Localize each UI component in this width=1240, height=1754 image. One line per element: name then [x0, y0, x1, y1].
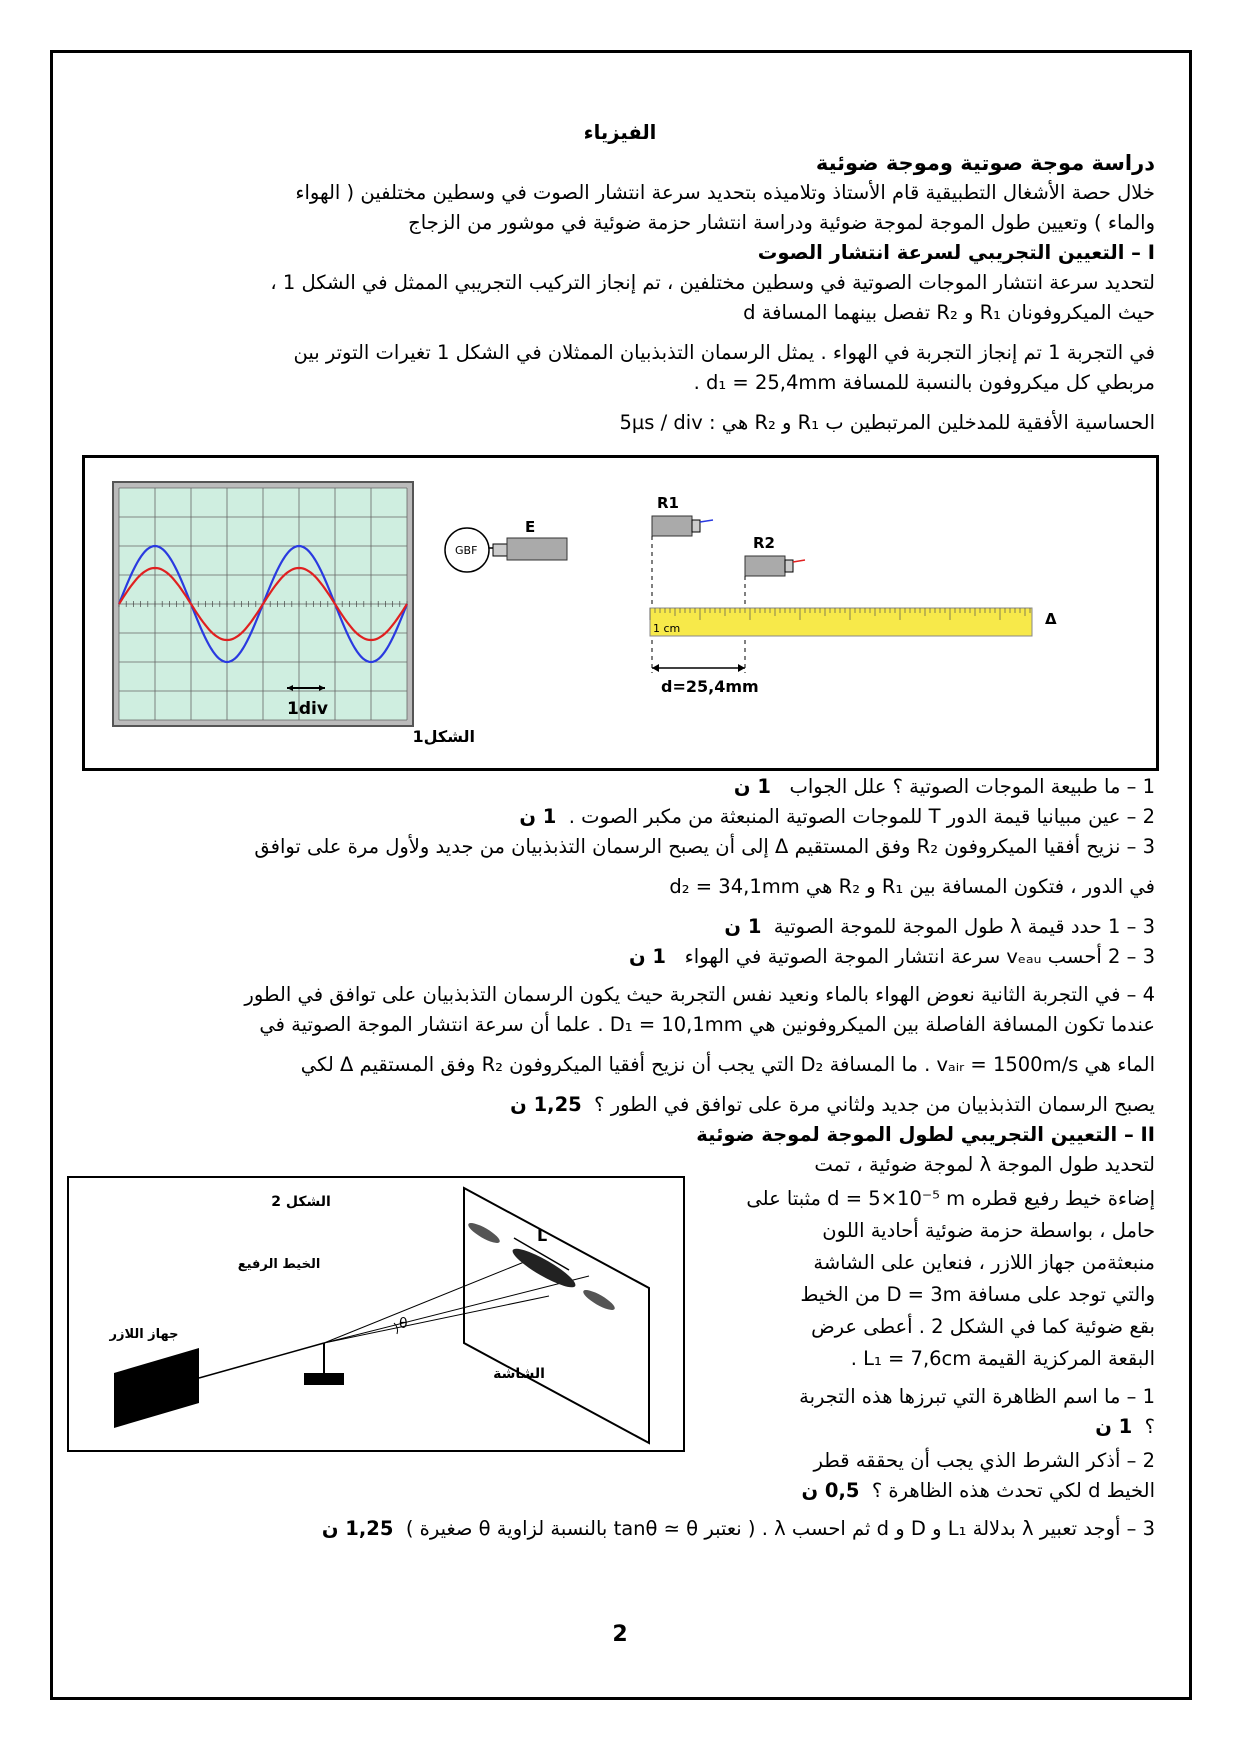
- question-4a: 4 – في التجربة الثانية نعوض الهواء بالماء ونعيد نفس التجربة حيث يكون الرسمان التذبذبيان على توافق في الطور: [244, 983, 1155, 1006]
- figure-2: [67, 1176, 685, 1452]
- emitter-label: E: [525, 518, 536, 536]
- question-4c: الماء هي vₐᵢᵣ = 1500m/s . ما المسافة D₂ التي يجب أن نزيح أفقيا الميكروفون R₂ وفق المستقيم Δ لكي: [300, 1053, 1155, 1076]
- question-3b: في الدور ، فتكون المسافة بين R₁ و R₂ هي d₂ = 34,1mm: [669, 875, 1155, 898]
- part2-line-2: إضاءة خيط رفيع قطره d = 5×10⁻⁵ m مثبتا على: [746, 1187, 1155, 1210]
- question-2: 2 – عين مبيانيا قيمة الدور T للموجات الصوتية المنبعثة من مكبر الصوت . 1 ن: [519, 805, 1155, 828]
- screen-panel: [464, 1188, 649, 1443]
- laser-beam: [199, 1343, 324, 1378]
- part2-line-5: والتي توجد على مسافة D = 3m من الخيط: [800, 1283, 1155, 1306]
- figure-1: [82, 455, 1159, 771]
- part2-line-6: بقع ضوئية كما في الشكل 2 . أعطى عرض: [811, 1315, 1155, 1338]
- intro-line-2: والماء ) وتعيين طول الموجة لموجة ضوئية ودراسة انتشار حزمة ضوئية في موشور من الزجاج: [408, 211, 1155, 234]
- microphone-r1-label: R1: [657, 494, 679, 512]
- subject-title: الفيزياء: [583, 121, 657, 144]
- emitter-connector: [493, 544, 507, 556]
- part2-question-2a: 2 – أذكر الشرط الذي يجب أن يحققه قطر: [813, 1449, 1155, 1472]
- microphone-r2-body: [745, 556, 785, 576]
- distance-arrow-right: [738, 664, 745, 672]
- microphone-r2-wire: [793, 560, 805, 562]
- part2-heading: II – التعيين التجريبي لطول الموجة لموجة ضوئية: [696, 1123, 1155, 1146]
- question-4d: يصبح الرسمان التذبذبيان من جديد ولثاني مرة على توافق في الطور ؟ 1,25 ن: [510, 1093, 1155, 1116]
- question-4b: عندما تكون المسافة الفاصلة بين الميكروفونين هي D₁ = 10,1mm . علما أن سرعة انتشار الموجة الصوتية في: [259, 1013, 1155, 1036]
- figure-1-caption: الشكل1: [412, 727, 475, 746]
- emitter-body: [507, 538, 567, 560]
- part1-paragraph-5: الحساسية الأفقية للمدخلين المرتبطين ب R₁ و R₂ هي : 5µs / div: [619, 411, 1155, 434]
- part2-question-1b: ؟ 1 ن: [1095, 1415, 1155, 1438]
- question-3-1: 3 – 1 حدد قيمة λ طول الموجة للموجة الصوتية 1 ن: [724, 915, 1155, 938]
- part1-paragraph-1: لتحديد سرعة انتشار الموجات الصوتية في وسطين مختلفين ، تم إنجاز التركيب التجريبي الممثل في الشكل 1 ،: [270, 271, 1155, 294]
- figure-2-drawing: [69, 1178, 683, 1450]
- page-number: 2: [612, 1622, 628, 1647]
- part2-question-2b: الخيط d لكي تحدث هذه الظاهرة ؟ 0,5 ن: [801, 1479, 1155, 1502]
- part1-paragraph-2: حيث الميكروفونان R₁ و R₂ تفصل بينهما المسافة d: [743, 301, 1155, 324]
- delta-label: Δ: [1045, 610, 1057, 628]
- part2-question-3: 3 – أوجد تعبير λ بدلالة L₁ و D و d ثم احسب λ . ( نعتبر tanθ ≃ θ بالنسبة لزاوية θ صغيرة ) 1,25 ن: [321, 1517, 1155, 1540]
- part2-question-1a: 1 – ما اسم الظاهرة التي تبرزها هذه التجربة: [799, 1385, 1155, 1408]
- question-3-2: 3 – 2 أحسب vₑₐᵤ سرعة انتشار الموجة الصوتية في الهواء 1 ن: [628, 945, 1155, 968]
- div-label: 1div: [287, 699, 328, 719]
- microphone-r1-body: [652, 516, 692, 536]
- l-label: L: [537, 1226, 548, 1245]
- microphone-r1-tip: [692, 520, 700, 532]
- screen-label: الشاشة: [493, 1366, 545, 1382]
- distance-label: d=25,4mm: [661, 677, 759, 696]
- part1-heading: I – التعيين التجريبي لسرعة انتشار الصوت: [757, 241, 1155, 264]
- distance-arrow-left: [652, 664, 659, 672]
- question-3a: 3 – نزيح أفقيا الميكروفون R₂ وفق المستقيم Δ إلى أن يصبح الرسمان التذبذبيان من جديد ولأول مرة على توافق: [254, 835, 1155, 858]
- part2-line-4: منبعثةمن جهاز اللازر ، فنعاين على الشاشة: [813, 1251, 1155, 1274]
- figure-1-drawing: [85, 458, 1156, 768]
- wire-base: [304, 1373, 344, 1385]
- ruler-unit-label: 1 cm: [653, 622, 681, 635]
- part1-paragraph-4: مربطي كل ميكروفون بالنسبة للمسافة d₁ = 25,4mm .: [693, 371, 1155, 394]
- wire-label: الخيط الرفيع: [237, 1257, 321, 1272]
- microphone-r2-tip: [785, 560, 793, 572]
- part1-paragraph-3: في التجربة 1 تم إنجاز التجربة في الهواء . يمثل الرسمان التذبذبيان الممثلان في الشكل 1 تغيرات التوتر بين: [293, 341, 1155, 364]
- laser-body: [114, 1348, 199, 1428]
- microphone-r2-label: R2: [753, 534, 775, 552]
- part2-line-1: لتحديد طول الموجة λ لموجة ضوئية ، تمت: [814, 1153, 1155, 1176]
- figure-2-caption: الشكل 2: [271, 1194, 331, 1210]
- laser-label: جهاز اللازر: [109, 1327, 179, 1342]
- part2-line-3: حامل ، بواسطة حزمة ضوئية أحادية اللون: [822, 1219, 1155, 1242]
- gbf-label: GBF: [455, 544, 478, 557]
- question-1: 1 – ما طبيعة الموجات الصوتية ؟ علل الجواب 1 ن: [733, 775, 1155, 798]
- intro-line-1: خلال حصة الأشغال التطبيقية قام الأستاذ وتلاميذه بتحديد سرعة انتشار الصوت في وسطين مختلفين ( الهواء: [295, 181, 1155, 204]
- theta-label: θ: [399, 1316, 408, 1332]
- page-title: دراسة موجة صوتية وموجة ضوئية: [815, 151, 1155, 175]
- microphone-r1-wire: [700, 520, 713, 522]
- part2-line-7: البقعة المركزية القيمة L₁ = 7,6cm .: [850, 1347, 1155, 1370]
